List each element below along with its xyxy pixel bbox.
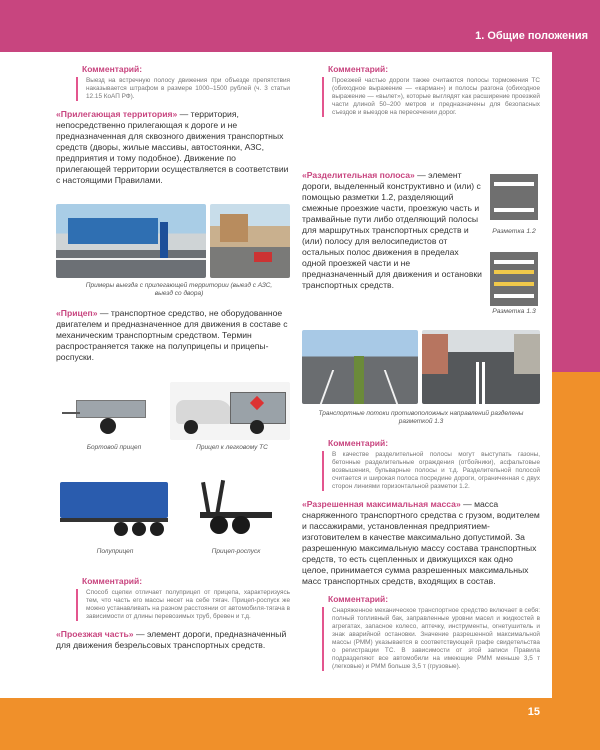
comment-text: Способ сцепки отличает полуприцеп от прицепа, характеризуясь тем, что часть его массы несет на себе тягач. Прицеп-роспуск же можно устанавливать на разном расстоянии от автомобиля-тягача в зависимости от длины перевозимых труб, бревен и т.д. [76,589,290,621]
term: «Проезжая часть» [56,629,134,639]
comment-text: Проезжей частью дороги также считаются полосы торможения ТС (обиходное выражение — «карман») и полосы разгона (обиходное выражение — «вылет»), которые выглядят как расширение проезжей части длиной 50–200 метров и предназначены для безопасных съездов и выездов на пересечении дорог. [322,77,540,117]
caption-bortovoy: Бортовой прицеп [86,444,142,451]
marking-1-3-label: Разметка 1.3 [492,308,536,315]
comment-text: В качестве разделительной полосы могут выступать газоны, бетонные разделительные ограждения (отбойники), асфальтовые возвышения, бульварные полосы и т.д. Разделительной полосой считается и широкая полоса посредине дороги, ограниченная с двух сторон линиями горизонтальной разметки 1.2. [322,451,540,491]
photo-semi-trailer [56,474,172,544]
definition-massa [302,499,540,587]
definition-text: — территория, непосредственно прилегающая к дороге и не предназначенная для сквозного движения транспортных средств (дворы, жилые массивы, автостоянки, АЗС, предприятия и тому подобное). Движение по прилегающей территории осуществляется в соответствии с настоящими Правилами. [56,109,289,185]
header-band [0,0,600,52]
left-column [56,64,290,193]
right-lower-block [302,438,540,679]
definition-prilegayushchaya [56,109,290,186]
right-column-top [302,64,540,125]
photo-yard-exit [210,204,290,278]
comment-title: Комментарий: [328,438,389,448]
photo-gas-station-exit [56,204,206,278]
photo-road-marking [422,330,540,404]
term: «Разрешенная максимальная масса» [302,499,461,509]
definition-text: — масса снаряженного транспортного средства с грузом, водителем и пассажирами, установленная предприятием-изготовителем в качестве максимально допустимой. За разрешенную максимальную массу состава транспортных средств, то есть сцепленных и движущихся как одно целое, принимается сумма разрешенных максимальных масс транспортных средств, входящих в состав. [302,499,540,586]
section-title: 1. Общие положения [475,30,588,42]
definition-text: — элемент дороги, предназначенный для движения безрельсовых транспортных средств. [56,629,287,650]
comment-text: Выезд на встречную полосу движения при объезде препятствия наказывается штрафом в размере 1000–1500 рублей (ч. 3 статьи 12.15 КоАП РФ). [76,77,290,101]
photo-caption: Транспортные потоки противоположных направлений разделены разметкой 1.3 [318,410,524,425]
caption-k-legkovomu: Прицеп к легковому ТС [196,444,268,451]
comment-text: Снаряженное механическое транспортное средство включает в себя: полный топливный бак, заправленные уровни масел и жидкостей в агрегатах, запасное колесо, аптечку, инструменты, огнетушитель и знак аварийной остановки. Значение разрешенной максимальной массы (РММ) указывается в соответствующей графе свидетельства о регистрации ТС. В зависимости от этой записи Правила подразделяют все автомобили на имеющие РММ меньше 3,5 т (легковые) и РММ больше 3,5 т (грузовые). [322,607,540,671]
footer-band [0,698,600,750]
definition-pritsep [56,308,290,363]
definition-proezzhaya [56,629,290,651]
marking-1-2-label: Разметка 1.2 [492,228,536,235]
page-number: 15 [527,706,540,718]
term: «Разделительная полоса» [302,170,415,180]
photo-road-median [302,330,418,404]
side-band-pink [552,52,600,372]
comment-title: Комментарий: [82,64,143,74]
marking-1-3-sample [490,252,538,306]
comment-title: Комментарий: [82,576,143,586]
side-band-orange [552,372,600,750]
caption-polupritsep: Полуприцеп [96,548,134,555]
term: «Прицеп» [56,308,98,318]
definition-razdelitelnaya [302,170,482,291]
left-bottom-block [56,576,290,658]
marking-1-2-sample [490,174,538,220]
photo-car-trailer [170,382,290,440]
comment-title: Комментарий: [328,594,389,604]
photo-log-trailer [194,478,278,542]
definition-text: — элемент дороги, выделенный конструктивно и (или) с помощью разметки 1.2, разделяющий смежные проезжие части, проезжую часть и трамвайные пути либо отделяющий полосы для маршрутных транспортных средств и (или) полосу для велосипедистов от остальных полос движения в пределах одной проезжей части и не предназначенный для движения и остановки транспортных средств. [302,170,482,290]
photo-caption: Примеры выезда с прилегающей территории (выезд с АЗС, выезд со двора) [85,282,273,297]
caption-rospusk: Прицеп-роспуск [211,548,261,555]
photo-flatbed-trailer [62,386,162,442]
page-sheet [44,52,552,698]
term: «Прилегающая территория» [56,109,178,119]
definition-text: — транспортное средство, не оборудованное двигателем и предназначенное для движения в составе с механическим транспортным средством. Термин распространяется также на полуприцепы и прицепы-роспуски. [56,308,288,362]
comment-title: Комментарий: [328,64,389,74]
